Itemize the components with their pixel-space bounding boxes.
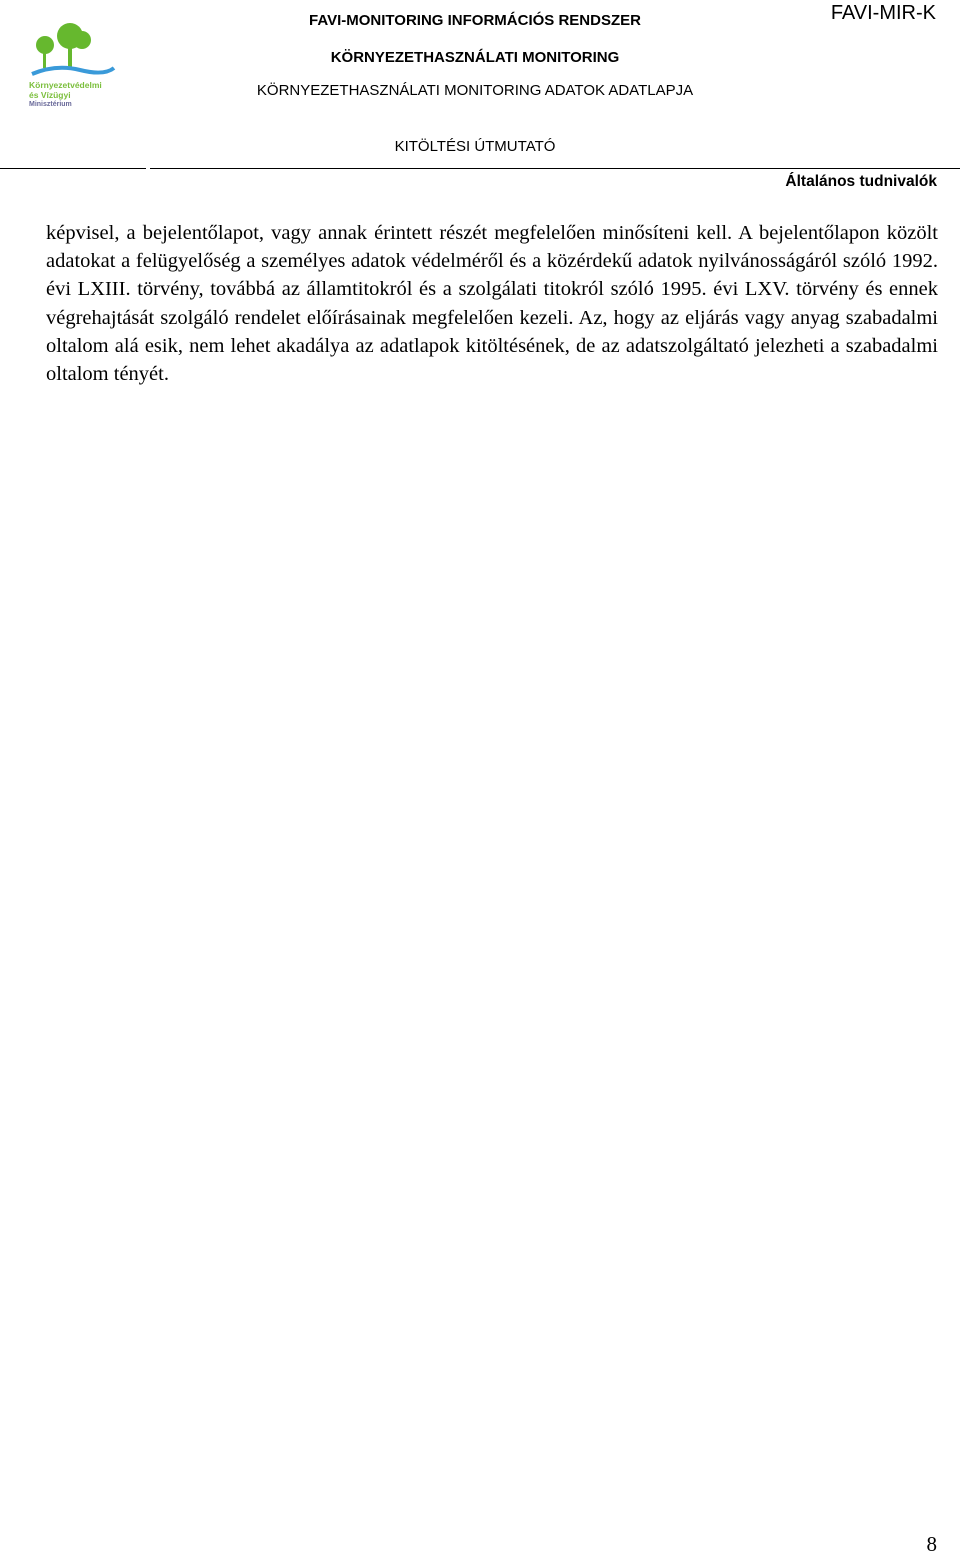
header-divider-left	[0, 168, 146, 169]
page-number: 8	[926, 1532, 937, 1556]
logo-text	[29, 80, 119, 110]
logo-line-1: Környezetvédelmi	[29, 80, 102, 90]
tree-icon	[26, 18, 118, 80]
monitoring-title: KÖRNYEZETHASZNÁLATI MONITORING	[330, 49, 620, 66]
guide-title: KITÖLTÉSI ÚTMUTATÓ	[394, 138, 556, 155]
logo-line-3: Minisztérium	[29, 101, 72, 108]
system-title: FAVI-MONITORING INFORMÁCIÓS RENDSZER	[309, 12, 641, 29]
logo-line-2: és Vízügyi	[29, 90, 71, 100]
datasheet-title: KÖRNYEZETHASZNÁLATI MONITORING ADATOK ADATLAPJA	[256, 82, 694, 99]
document-code: FAVI-MIR-K	[830, 2, 936, 24]
header-divider-right	[150, 168, 960, 169]
section-label: Általános tudnivalók	[785, 173, 937, 190]
body-paragraph: képvisel, a bejelentőlapot, vagy annak érintett részét megfelelően minősíteni kell. A bejelentőlapon közölt adatokat a felügyelőség a személyes adatok védelméről és a közérdekű adatok nyilvánosságáról szóló 1992. évi LXIII. törvény, továbbá az államtitokról és a szolgálati titokról szóló 1995. évi LXV. törvény és ennek végrehajtását szolgáló rendelet előírásainak megfelelően kezeli. Az, hogy az eljárás vagy anyag szabadalmi oltalom alá esik, nem lehet akadálya az adatlapok kitöltésének, de az adatszolgáltató jelezheti a szabadalmi oltalom tényét.	[46, 222, 938, 386]
ministry-logo	[26, 18, 118, 118]
